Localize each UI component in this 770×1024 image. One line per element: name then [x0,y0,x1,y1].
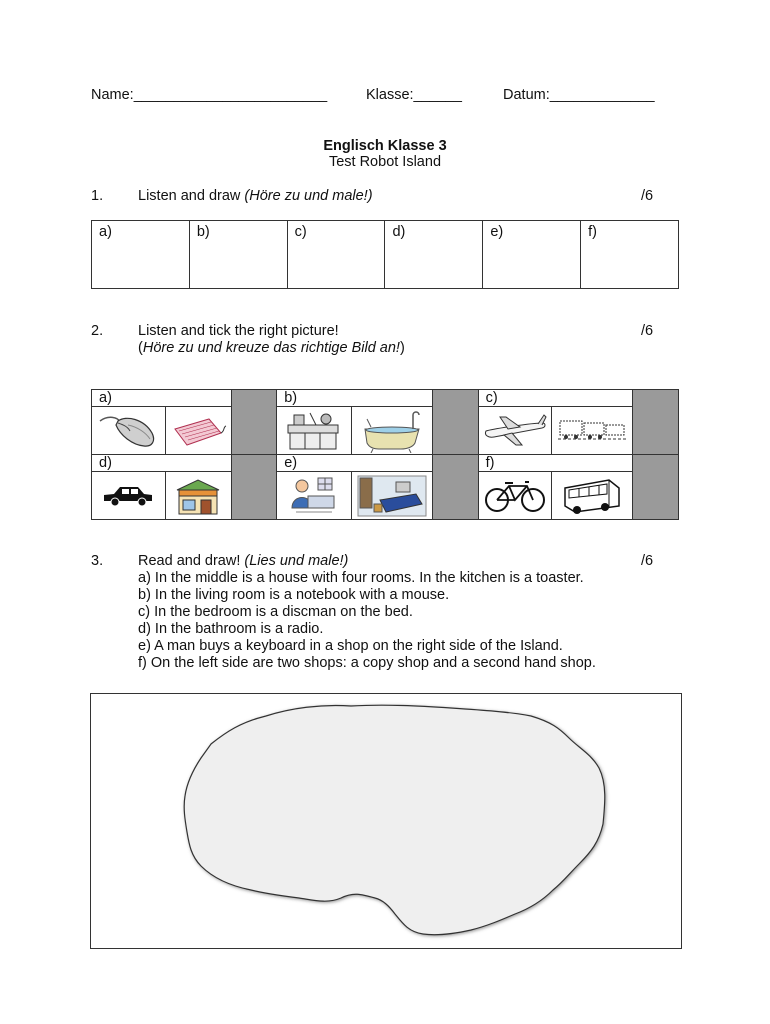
bathtub-icon [357,409,427,453]
task3-line-e: e) A man buys a keyboard in a shop on the right side of the Island. [138,638,563,654]
picture-mouse[interactable] [92,407,166,455]
keyboard-icon [169,413,227,449]
picture-car[interactable] [92,472,166,520]
task2-number: 2. [91,323,104,339]
picture-train[interactable] [552,407,633,455]
task1-box-f[interactable]: f) [581,221,679,289]
picture-shop[interactable] [165,472,231,520]
task1-score: /6 [641,188,654,204]
picture-bicycle[interactable] [478,472,552,520]
island-drawing-area[interactable] [90,693,682,949]
task2-text: Listen and tick the right picture! [138,323,339,339]
page-subtitle: Test Robot Island [328,154,442,170]
task2-paren-open: ( [138,340,143,356]
airplane-icon [482,413,548,449]
tick-box-c[interactable] [632,390,678,455]
name-field[interactable]: Name:________________________ [91,87,328,103]
picture-kitchen[interactable] [277,407,352,455]
task1-drawing-table [91,220,679,289]
task3-text: Read and draw! [138,553,241,569]
task1-box-a[interactable]: a) [92,221,190,289]
task1-box-b[interactable]: b) [189,221,287,289]
task1-translation: (Höre zu und male!) [244,188,373,204]
task2-paren-close: ) [399,340,405,356]
tick-box-e[interactable] [433,455,478,520]
task3-line-d: d) In the bathroom is a radio. [138,621,324,637]
tick-box-a[interactable] [231,390,276,455]
task3-translation: (Lies und male!) [244,553,349,569]
office-icon [282,474,346,518]
shop-icon [173,476,223,516]
car-icon [100,481,156,511]
task3-line-a: a) In the middle is a house with four rooms. In the kitchen is a toaster. [138,570,584,586]
task3-number: 3. [91,553,104,569]
task3-line-b: b) In the living room is a notebook with a mouse. [138,587,450,603]
picture-office[interactable] [277,472,352,520]
tick-box-f[interactable] [632,455,678,520]
task1-number: 1. [91,188,104,204]
task1-box-e[interactable]: e) [483,221,581,289]
task3-line-f: f) On the left side are two shops: a copy shop and a second hand shop. [138,655,596,671]
task3-instruction [138,553,348,570]
task2-translation: Höre zu und kreuze das richtige Bild an! [142,340,400,356]
kitchen-icon [282,409,346,453]
task1-text: Listen and draw [138,188,241,204]
picture-bathtub[interactable] [351,407,433,455]
class-field[interactable]: Klasse:______ [366,87,462,103]
task2-label-e: e) [277,455,433,472]
picture-airplane[interactable] [478,407,552,455]
bedroom-icon [356,474,428,518]
task2-translation-line [138,340,405,357]
picture-keyboard[interactable] [165,407,231,455]
task2-picture-table [91,389,679,520]
train-icon [556,413,628,449]
page-title: Englisch Klasse 3 [323,138,447,154]
task2-label-a: a) [92,390,232,407]
tick-box-d[interactable] [231,455,276,520]
task2-label-b: b) [277,390,433,407]
task1-box-d[interactable]: d) [385,221,483,289]
task2-label-d: d) [92,455,232,472]
task2-score: /6 [641,323,654,339]
task1-instruction [138,188,373,205]
mouse-icon [98,413,158,449]
task2-label-c: c) [478,390,632,407]
island-shape [91,694,681,948]
bicycle-icon [483,478,547,514]
tick-box-b[interactable] [433,390,478,455]
task3-score: /6 [641,553,654,569]
bus-icon [561,476,623,516]
task1-box-c[interactable]: c) [287,221,385,289]
date-field[interactable]: Datum:_____________ [503,87,655,103]
task2-label-f: f) [478,455,632,472]
picture-bedroom[interactable] [351,472,433,520]
picture-bus[interactable] [552,472,633,520]
task3-line-c: c) In the bedroom is a discman on the bed. [138,604,413,620]
